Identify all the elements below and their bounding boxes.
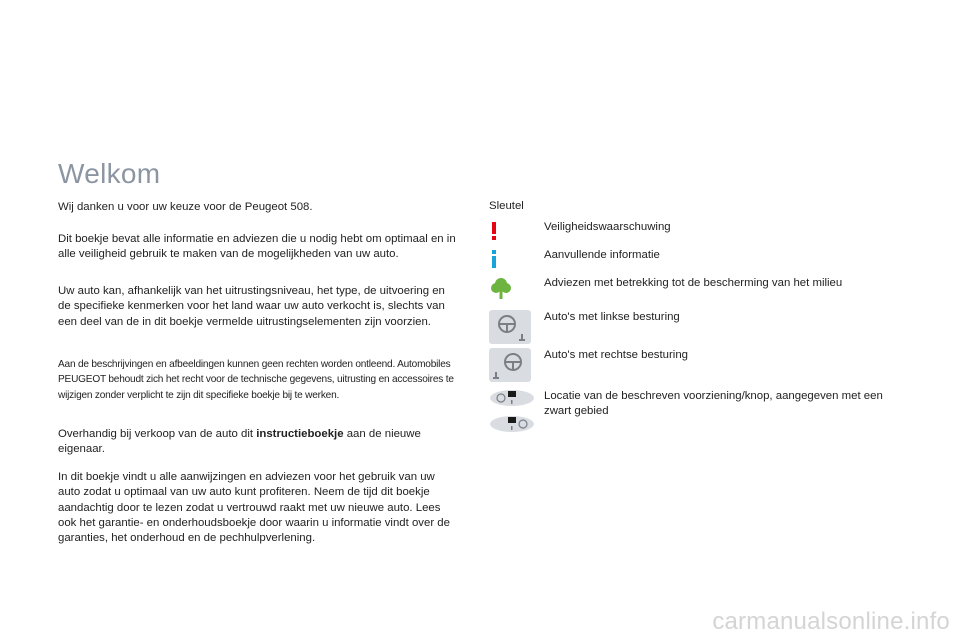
handover-paragraph: Overhandig bij verkoop van de auto dit instructieboekje aan de nieuwe eigenaar. (58, 428, 421, 456)
warning-icon (489, 222, 499, 245)
manual-term: instructieboekje (256, 428, 344, 440)
left-hand-drive-icon (489, 310, 531, 349)
disclaimer-paragraph: Aan de beschrijvingen en afbeeldingen kunnen geen rechten worden ontleend. Automobiles PEUGEOT behoudt zich het recht voor de technische gegevens, uitrusting en accessoires te wijzigen zonder verplicht te zijn dit specifieke boekje bij te werken. (58, 359, 454, 401)
info-paragraph: Dit boekje bevat alle informatie en adviezen die u nodig hebt om optimaal en in alle veiligheid gebruik te maken van de mogelijkheden van uw auto. (58, 233, 456, 261)
right-hand-drive-icon (489, 348, 531, 387)
tree-icon (489, 276, 513, 305)
legend-heading: Sleutel (489, 200, 524, 212)
equipment-paragraph: Uw auto kan, afhankelijk van het uitrustingsniveau, het type, de uitvoering en de specifieke kenmerken voor het land waar uw auto verkocht is, slechts van een deel van de in dit boekje vermelde uitrustingselementen zijn voorzien. (58, 285, 445, 328)
location-icon (489, 388, 535, 441)
page-title: Welkom (58, 158, 161, 189)
usage-paragraph: In dit boekje vindt u alle aanwijzingen en adviezen voor het gebruik van uw auto zodat u optimaal van uw auto kunt profiteren. Neem de tijd dit boekje aandachtig door te lezen zodat u vertrouwd raakt met uw nieuwe auto. Lees ook het garantie- en onderhoudsboekje door waarin u informatie vindt over de garanties, het onderhoud en de pechhulpverlening. (58, 471, 450, 545)
watermark: carmanualsonline.info (712, 608, 950, 635)
intro-paragraph: Wij danken u voor uw keuze voor de Peugeot 508. (58, 201, 313, 213)
info-icon (489, 250, 499, 273)
